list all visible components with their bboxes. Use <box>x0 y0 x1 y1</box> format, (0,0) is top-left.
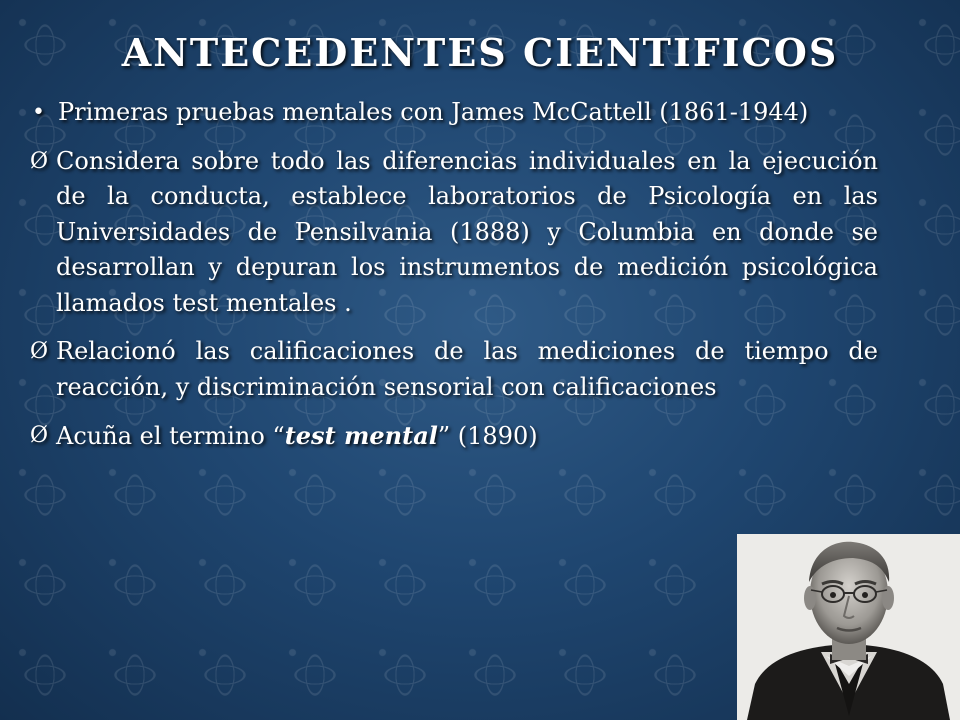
bullet-item <box>32 95 878 131</box>
slide-title: ANTECEDENTES CIENTIFICOS <box>121 30 839 75</box>
arrow-bullet-icon: Ø <box>30 148 49 174</box>
list-item-text: Considera sobre todo las diferencias individuales en la ejecución de la conducta, establece laboratorios de Psicología en las Universidades de Pensilvania (1888) y Columbia en donde se desarrollan y depuran los instrumentos de medición psicológica llamados test mentales . <box>56 146 878 317</box>
bullet-dot: • <box>32 100 45 125</box>
portrait-illustration <box>737 534 960 720</box>
arrow-bullet-icon: Ø <box>30 339 49 364</box>
list-item <box>30 144 878 322</box>
list-item-text: Relacionó las calificaciones de las mediciones de tiempo de reacción, y discriminación sensorial con calificaciones <box>56 337 878 401</box>
list-item <box>30 418 878 455</box>
term-emphasis: test mental <box>284 421 438 450</box>
list-item <box>30 334 878 405</box>
bullet-text: Primeras pruebas mentales con James McCattell (1861-1944) <box>58 98 809 126</box>
slide-body <box>30 95 878 468</box>
portrait-photo <box>737 534 960 720</box>
term-suffix: ” (1890) <box>437 422 538 450</box>
list-item-text <box>56 418 878 455</box>
arrow-bullet-icon: Ø <box>30 423 49 448</box>
term-prefix: Acuña el termino “ <box>56 422 285 450</box>
